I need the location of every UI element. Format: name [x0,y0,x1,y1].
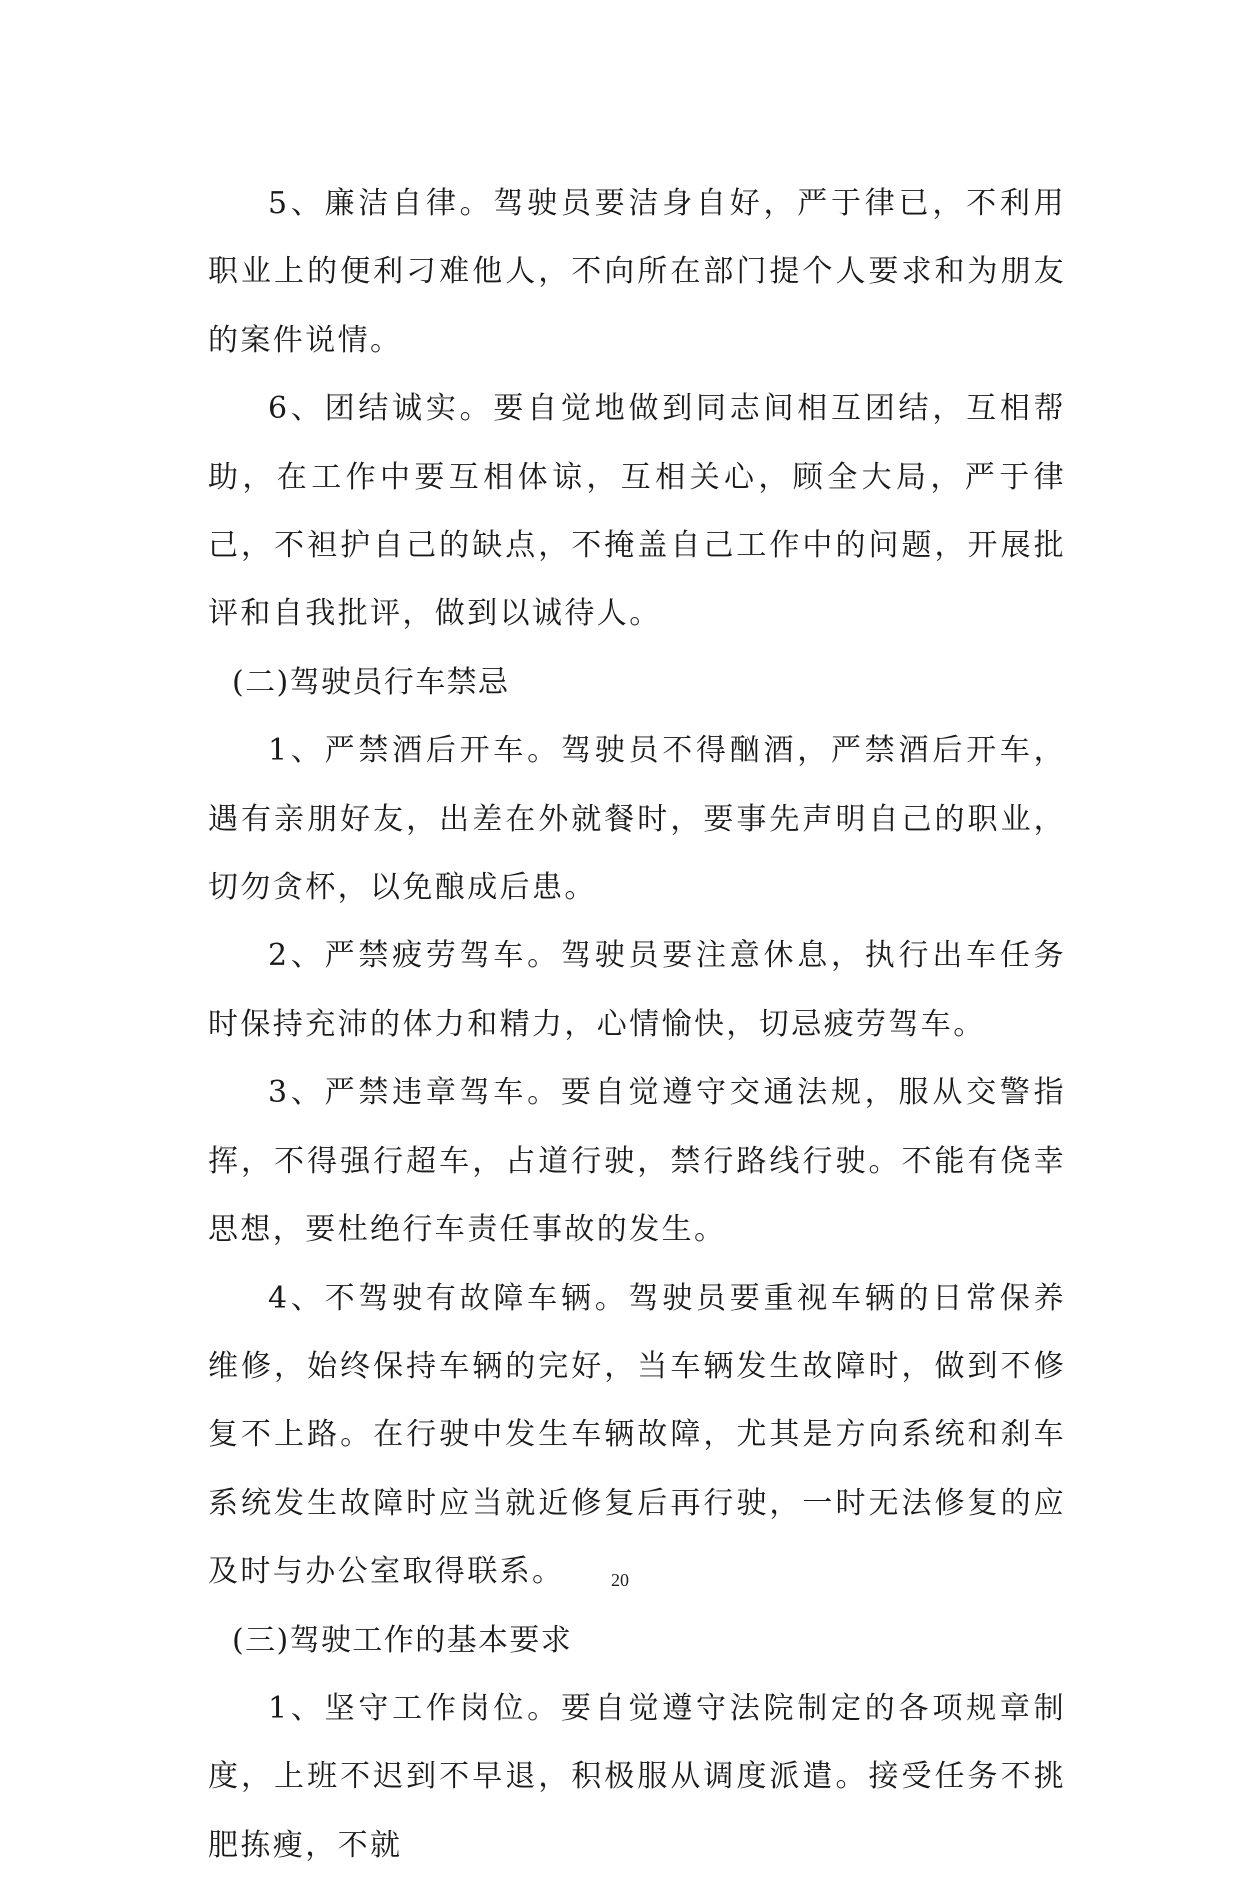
paragraph-stick-to-post: 1、坚守工作岗位。要自觉遵守法院制定的各项规章制度，上班不迟到不早退，积极服从调度派遣。接受任务不挑肥拣瘦，不就 [208,1690,1066,1863]
paragraph-no-faulty-vehicle: 4、不驾驶有故障车辆。驾驶员要重视车辆的日常保养维修，始终保持车辆的完好，当车辆发生故障时，做到不修复不上路。在行驶中发生车辆故障，尤其是方向系统和刹车系统发生故障时应当就近修复后再行驶，一时无法修复的应及时与办公室取得联系。 [208,1280,1066,1590]
section-heading-basic-requirements: (三)驾驶工作的基本要求 [232,1622,573,1658]
paragraph-no-illegal-driving: 3、严禁违章驾车。要自觉遵守交通法规，服从交警指挥，不得强行超车，占道行驶，禁行路线行驶。不能有侥幸思想，要杜绝行车责任事故的发生。 [208,1075,1066,1248]
paragraph-integrity: 5、廉洁自律。驾驶员要洁身自好，严于律已，不利用职业上的便利刁难他人，不向所在部门提个人要求和为朋友的案件说情。 [208,186,1066,358]
section-heading-driving-taboos: (二)驾驶员行车禁忌 [232,664,510,700]
document-body [208,170,1066,1880]
paragraph-no-drunk-driving: 1、严禁酒后开车。驾驶员不得酗酒，严禁酒后开车，遇有亲朋好友，出差在外就餐时，要事先声明自己的职业，切勿贪杯，以免酿成后患。 [208,733,1066,906]
paragraph-no-fatigue-driving: 2、严禁疲劳驾车。驾驶员要注意休息，执行出车任务时保持充沛的体力和精力，心情愉快，切忌疲劳驾车。 [208,938,1066,1042]
paragraph-unity-honesty: 6、团结诚实。要自觉地做到同志间相互团结，互相帮助，在工作中要互相体谅，互相关心，顾全大局，严于律己，不袒护自己的缺点，不掩盖自己工作中的问题，开展批评和自我批评，做到以诚待人。 [208,391,1066,632]
page-number: 20 [611,1570,629,1590]
